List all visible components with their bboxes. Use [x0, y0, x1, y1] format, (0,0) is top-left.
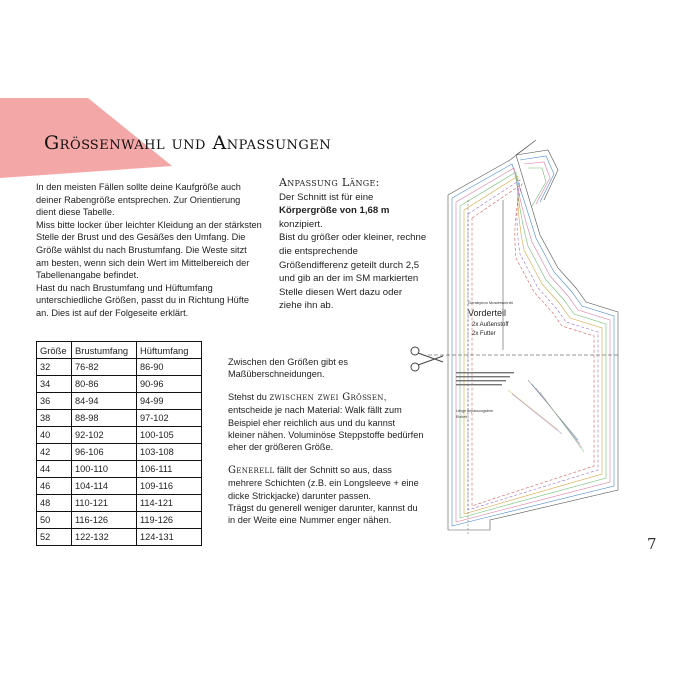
size-table — [36, 341, 202, 546]
header-size: Größe — [37, 342, 72, 359]
size-cell: 38 — [37, 410, 72, 427]
bust-cell: 104-114 — [72, 478, 137, 495]
pattern-piece-name: Vorderteil — [468, 308, 507, 318]
intro-paragraph: Hast du nach Brustumfang und Hüftumfang unterschiedliche Größen, passt du in Richtung Hüfte an. Dies ist auf der Folgeseite erklärt. — [36, 282, 249, 318]
intro-paragraph: In den meisten Fällen sollte deine Kaufgröße auch deiner Rabengröße entsprechen. Zur Orientierung dient diese Tabelle. — [36, 182, 241, 218]
hip-cell: 86-90 — [137, 359, 202, 376]
intro-paragraph: Miss bitte locker über leichter Kleidung an der stärksten Stelle der Brust und des Gesäßes den Umfang. Die Größe wählst du nach Brustumfang. Die Weste sitzt am besten, wenn sich dein Wert im Mittelbereich der Tabellenangabe befindet. — [36, 219, 262, 281]
header-hip: Hüftumfang — [137, 342, 202, 359]
bust-cell: 88-98 — [72, 410, 137, 427]
pattern-adjust-label: Einheit — [456, 415, 467, 419]
size-cell: 50 — [37, 512, 72, 529]
length-text: konzipiert. — [279, 218, 323, 230]
length-body-height: Körpergröße von 1,68 m — [279, 205, 390, 217]
table-row — [37, 529, 202, 546]
intro-text — [36, 181, 262, 320]
bust-cell: 100-110 — [72, 461, 137, 478]
hip-cell: 90-96 — [137, 376, 202, 393]
between-sizes-highlight: zwischen zwei Größen — [269, 391, 384, 403]
size-cell: 44 — [37, 461, 72, 478]
size-cell: 36 — [37, 393, 72, 410]
length-text: Bist du größer oder kleiner, rechne die entsprechende Größendifferenz geteilt durch 2,5 und gib an der im SM markierten Stelle diesen Wert dazu oder ziehe ihn ab. — [279, 232, 427, 312]
general-highlight: Generell — [228, 464, 275, 476]
general-text: fällt der Schnitt so aus, dass mehrere Schichten (z.B. ein Longsleeve + eine dicke Strickjacke) darunter passen. — [228, 464, 419, 501]
size-cell: 48 — [37, 495, 72, 512]
size-cell: 46 — [37, 478, 72, 495]
overlap-text: Zwischen den Größen gibt es Maßüberschneidungen. — [228, 357, 349, 380]
table-row — [37, 393, 202, 410]
narrower-text: Trägst du generell weniger darunter, kannst du in der Weite eine Nummer enger nähen. — [228, 503, 418, 526]
table-row — [37, 512, 202, 529]
hip-cell: 103-108 — [137, 444, 202, 461]
table-row — [37, 461, 202, 478]
hip-cell: 119-126 — [137, 512, 202, 529]
length-heading: Anpassung Länge: — [279, 176, 380, 189]
bust-cell: 110-121 — [72, 495, 137, 512]
general-fit-text — [228, 464, 424, 502]
table-row — [37, 376, 202, 393]
table-row — [37, 410, 202, 427]
hip-cell: 114-121 — [137, 495, 202, 512]
pattern-adjust-label: Länge Anpassungslinie — [456, 409, 493, 413]
header-bust: Brustumfang — [72, 342, 137, 359]
pattern-cut-outer: 2x Außenstoff — [472, 322, 509, 328]
hip-cell: 109-116 — [137, 478, 202, 495]
table-row — [37, 478, 202, 495]
size-cell: 52 — [37, 529, 72, 546]
page-number: 7 — [647, 535, 657, 553]
pattern-cut-lining: 2x Futter — [472, 331, 496, 337]
size-cell: 34 — [37, 376, 72, 393]
table-header-row — [37, 342, 202, 359]
table-row — [37, 427, 202, 444]
bust-cell: 96-106 — [72, 444, 137, 461]
between-text: Stehst du — [228, 391, 267, 402]
length-text: Der Schnitt ist für eine — [279, 191, 374, 203]
table-row — [37, 359, 202, 376]
bust-cell: 92-102 — [72, 427, 137, 444]
hip-cell: 124-131 — [137, 529, 202, 546]
hip-cell: 97-102 — [137, 410, 202, 427]
bust-cell: 116-126 — [72, 512, 137, 529]
bust-cell: 122-132 — [72, 529, 137, 546]
hip-cell: 100-105 — [137, 427, 202, 444]
size-cell: 32 — [37, 359, 72, 376]
table-row — [37, 495, 202, 512]
table-row — [37, 444, 202, 461]
hip-cell: 106-111 — [137, 461, 202, 478]
between-text: , entscheide je nach Material: Walk fällt zum Beispiel eher reichlich aus und du kannst kleiner nähen. Voluminöse Steppstoffe bedürfen eher der größeren Größe. — [228, 391, 424, 453]
size-cell: 42 — [37, 444, 72, 461]
page-title: Größenwahl und Anpassungen — [44, 132, 332, 154]
scissors-icon — [409, 345, 445, 373]
pattern-piece-diagram — [408, 140, 640, 540]
bust-cell: 80-86 — [72, 376, 137, 393]
bust-cell: 76-82 — [72, 359, 137, 376]
length-adjustment-section — [279, 176, 427, 313]
pattern-brand-label: Gerabyeon Musterschnitt — [468, 300, 513, 305]
size-between-section — [228, 356, 424, 527]
hip-cell: 94-99 — [137, 393, 202, 410]
between-sizes-text — [228, 391, 424, 454]
bust-cell: 84-94 — [72, 393, 137, 410]
size-cell: 40 — [37, 427, 72, 444]
